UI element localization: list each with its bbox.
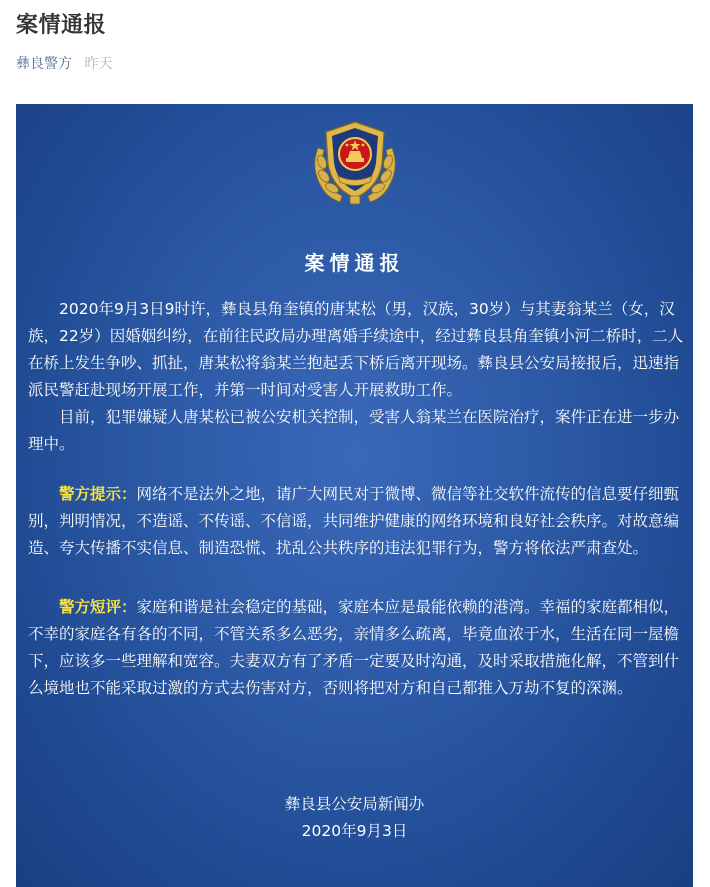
signature-date: 2020年9月3日 xyxy=(301,822,408,840)
police-tip-paragraph xyxy=(28,481,684,562)
article-meta xyxy=(16,53,112,73)
article-title: 案情通报 xyxy=(16,13,107,38)
publish-date: 昨天 xyxy=(84,56,113,72)
bulletin-title: 案情通报 xyxy=(304,251,405,275)
signature-org: 彝良县公安局新闻办 xyxy=(284,795,425,813)
police-tip-label: 警方提示： xyxy=(59,485,137,503)
police-emblem-icon xyxy=(308,118,402,210)
author-link[interactable]: 彝良警方 xyxy=(16,56,72,72)
police-comment-label: 警方短评： xyxy=(59,598,137,616)
police-comment-text: 家庭和谐是社会稳定的基础，家庭本应是最能依赖的港湾。幸福的家庭都相似，不幸的家庭各有各的不同，不管关系多么恶劣，亲情多么疏离，毕竟血浓于水，生活在同一屋檐下，应该多一些理解和宽容。夫妻双方有了矛盾一定要及时沟通，及时采取措施化解，不管到什么境地也不能采取过激的方式去伤害对方，否则将把对方和自己都推入万劫不复的深渊。 xyxy=(28,598,680,697)
police-comment-paragraph xyxy=(28,594,684,702)
bulletin-paragraph-incident: 2020年9月3日9时许，彝良县角奎镇的唐某松（男，汉族，30岁）与其妻翁某兰（女，汉族，22岁）因婚姻纠纷，在前往民政局办理离婚手续途中，经过彝良县角奎镇小河二桥时，二人在桥上发生争吵、抓扯，唐某松将翁某兰抱起丢下桥后离开现场。彝良县公安局接报后，迅速指派民警赶赴现场开展工作，并第一时间对受害人开展救助工作。 xyxy=(28,300,684,399)
bulletin-image xyxy=(16,104,693,887)
bulletin-paragraph-status: 目前，犯罪嫌疑人唐某松已被公安机关控制，受害人翁某兰在医院治疗，案件正在进一步办理中。 xyxy=(28,408,680,453)
police-tip-text: 网络不是法外之地，请广大网民对于微博、微信等社交软件流传的信息要仔细甄别，判明情况，不造谣、不传谣、不信谣，共同维护健康的网络环境和良好社会秩序。对故意编造、夸大传播不实信息、制造恐慌、扰乱公共秩序的违法犯罪行为，警方将依法严肃查处。 xyxy=(28,485,680,557)
